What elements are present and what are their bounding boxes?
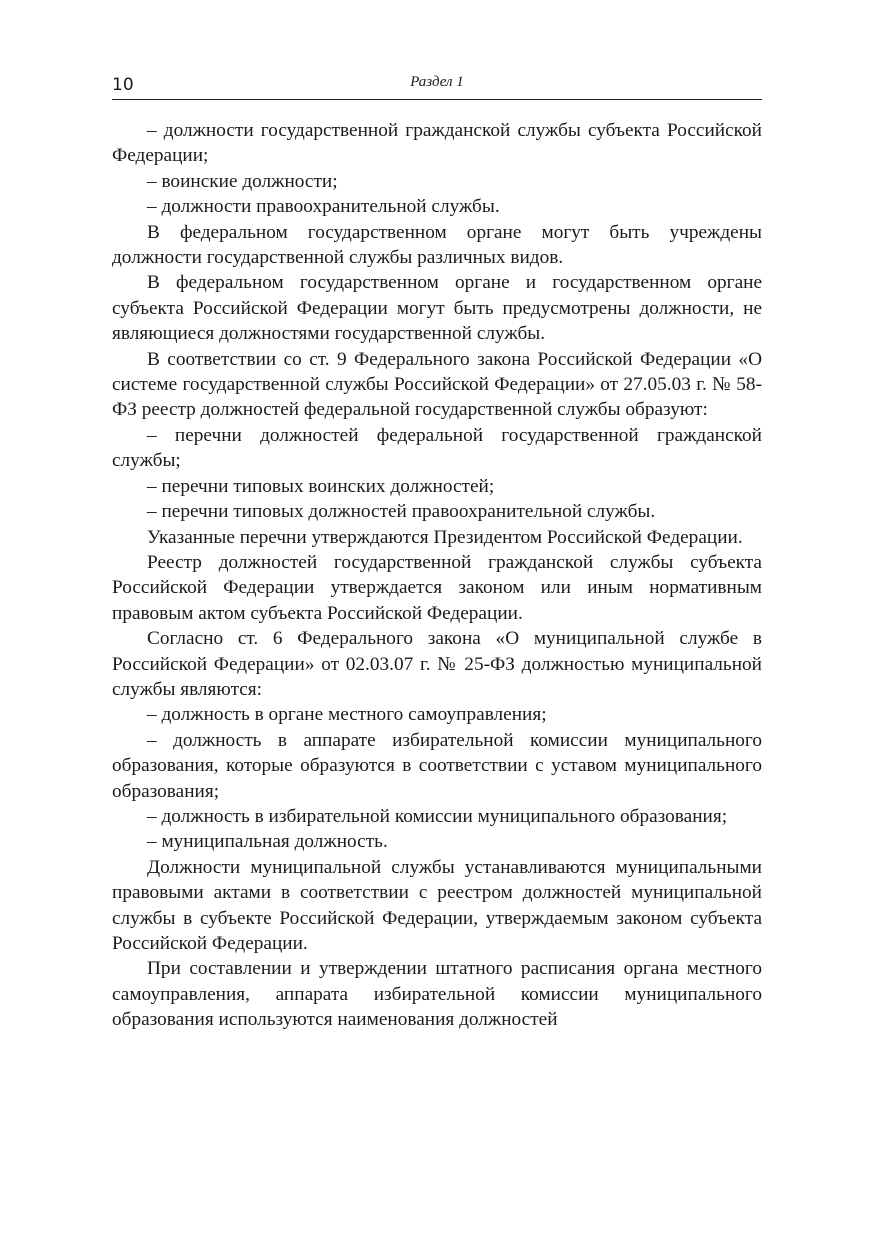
paragraph: В соответствии со ст. 9 Федерального закона Российской Федерации «О системе государственной службы Российской Федерации» от 27.05.03 г. № 58-ФЗ реестр должностей федеральной государственной службы образуют: <box>112 348 762 421</box>
paragraph: – муниципальная должность. <box>147 831 388 853</box>
paragraph: – должность в аппарате избирательной комиссии муниципального образования, которые образуются в соответствии с уставом муниципального образования; <box>112 729 762 802</box>
page-header <box>112 70 762 100</box>
paragraph: – должность в органе местного самоуправления; <box>147 704 547 726</box>
paragraph: Должности муниципальной службы устанавливаются муниципальными правовыми актами в соответствии с реестром должностей муниципальной службы в субъекте Российской Федерации, утверждаемым законом субъекта Российской Федерации. <box>112 856 762 954</box>
paragraph: Реестр должностей государственной гражданской службы субъекта Российской Федерации утверждается законом или иным нормативным правовым актом субъекта Российской Федерации. <box>112 551 762 624</box>
paragraph: В федеральном государственном органе могут быть учреждены должности государственной службы различных видов. <box>112 221 762 269</box>
paragraph: – должности правоохранительной службы. <box>147 196 500 218</box>
paragraph: – перечни должностей федеральной государственной гражданской службы; <box>112 424 762 472</box>
paragraph: – воинские должности; <box>147 170 338 192</box>
paragraph: – должность в избирательной комиссии муниципального образования; <box>147 805 728 827</box>
document-page <box>112 70 762 1033</box>
body-text <box>112 118 762 1033</box>
paragraph: При составлении и утверждении штатного расписания органа местного самоуправления, аппарата избирательной комиссии муниципального образования используются наименования должностей <box>112 958 762 1031</box>
paragraph: – перечни типовых должностей правоохранительной службы. <box>147 501 656 523</box>
page-number: 10 <box>112 75 134 95</box>
paragraph: – перечни типовых воинских должностей; <box>147 475 495 497</box>
paragraph: Согласно ст. 6 Федерального закона «О муниципальной службе в Российской Федерации» от 02.03.07 г. № 25-ФЗ должностью муниципальной службы являются: <box>112 628 762 700</box>
paragraph: – должности государственной гражданской службы субъекта Российской Федерации; <box>112 120 762 167</box>
running-head: Раздел 1 <box>410 74 464 90</box>
paragraph: В федеральном государственном органе и государственном органе субъекта Российской Федерации могут быть предусмотрены должности, не являющиеся должностями государственной службы. <box>112 272 762 345</box>
paragraph: Указанные перечни утверждаются Президентом Российской Федерации. <box>147 526 743 548</box>
